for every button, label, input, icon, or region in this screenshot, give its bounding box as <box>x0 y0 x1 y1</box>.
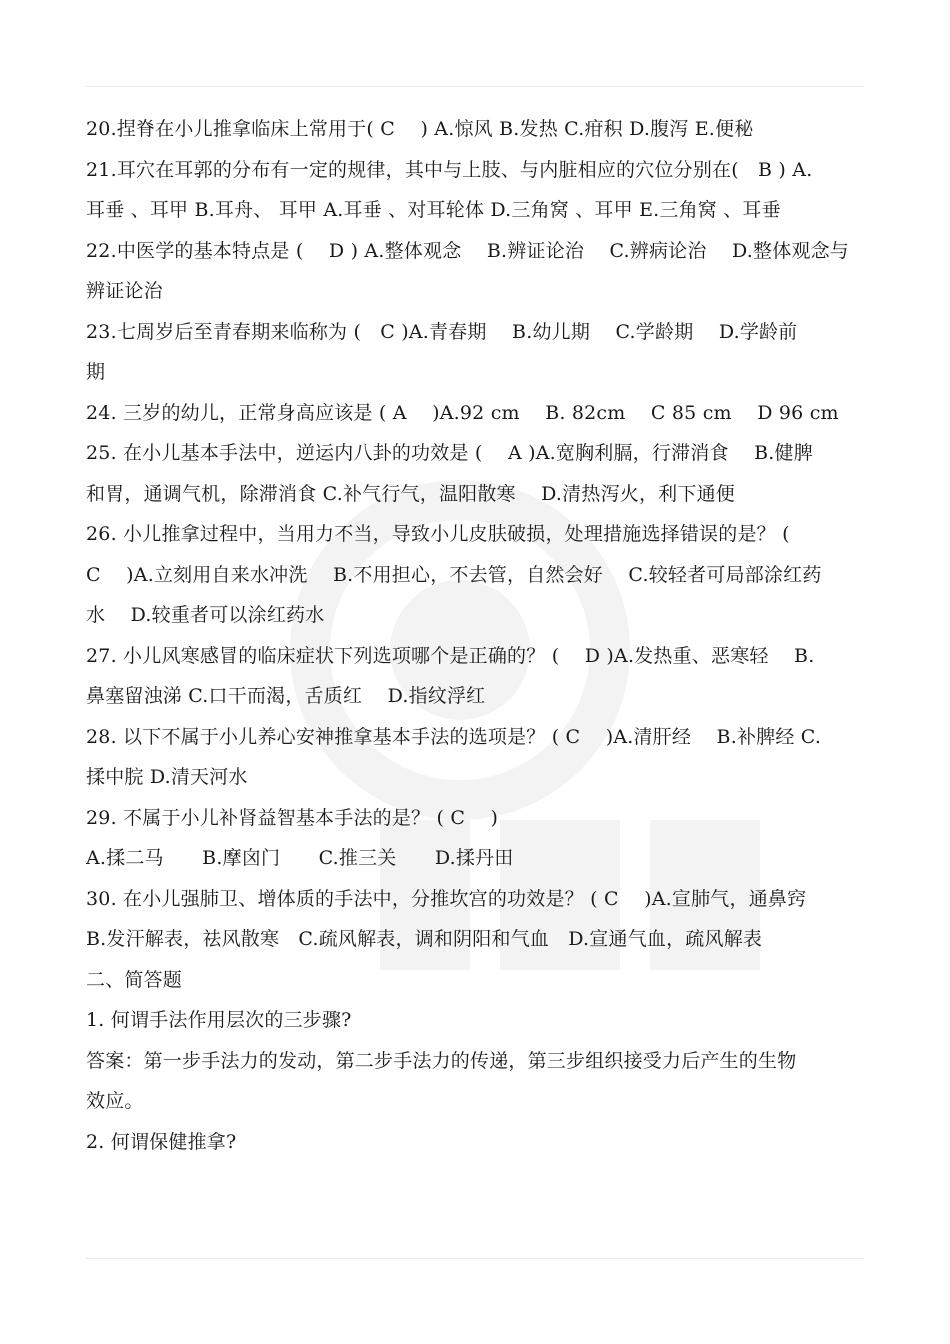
text-line: 25. 在小儿基本手法中，逆运内八卦的功效是 ( A )A.宽胸利膈，行滞消食 B.健脾 <box>86 442 813 464</box>
text-line: 和胃，通调气机，除滞消食 C.补气行气，温阳散寒 D.清热泻火，利下通便 <box>86 482 735 505</box>
text-line: B.发汗解表，祛风散寒 C.疏风解表，调和阴阳和气血 D.宣通气血，疏风解表 <box>86 928 763 950</box>
text-line: 辨证论治 <box>86 280 163 302</box>
text-line: 2. 何谓保健推拿? <box>86 1130 237 1153</box>
text-line: 21.耳穴在耳郭的分布有一定的规律，其中与上肢、与内脏相应的穴位分别在( B ) A. <box>86 158 813 181</box>
text-line: 水 D.较重者可以涂红药水 <box>86 604 325 626</box>
text-line: 耳垂 、耳甲 B.耳舟、 耳甲 A.耳垂 、对耳轮体 D.三角窝 、耳甲 E.三角窝 、耳垂 <box>86 199 781 221</box>
text-line: 28. 以下不属于小儿养心安神推拿基本手法的选项是？ ( C )A.清肝经 B.补脾经 C. <box>86 725 822 748</box>
section-heading: 二、简答题 <box>86 968 183 991</box>
header-rule <box>86 86 864 87</box>
text-line: 26. 小儿推拿过程中，当用力不当，导致小儿皮肤破损，处理措施选择错误的是？ ( <box>86 523 790 545</box>
text-line: 24. 三岁的幼儿，正常身高应该是 ( A )A.92 cm B. 82cm C 85 cm D 96 cm <box>86 401 839 424</box>
text-line: 揉中脘 D.清天河水 <box>86 766 248 788</box>
question-text <box>86 109 866 1162</box>
footer-rule <box>86 1258 864 1259</box>
text-line: 答案：第一步手法力的发动，第二步手法力的传递，第三步组织接受力后产生的生物 <box>86 1049 797 1072</box>
text-line: 27. 小儿风寒感冒的临床症状下列选项哪个是正确的？ ( D )A.发热重、恶寒轻 B. <box>86 644 815 667</box>
text-line: 期 <box>86 361 106 383</box>
text-line: C )A.立刻用自来水冲洗 B.不用担心，不去管，自然会好 C.较轻者可局部涂红药 <box>86 563 822 586</box>
text-line: 1. 何谓手法作用层次的三步骤? <box>86 1009 352 1031</box>
text-line: 20.捏脊在小儿推拿临床上常用于( C ) A.惊风 B.发热 C.疳积 D.腹泻 E.便秘 <box>86 118 754 140</box>
text-line: 鼻塞留浊涕 C.口干而渴，舌质红 D.指纹浮红 <box>86 685 486 707</box>
text-line: 29. 不属于小儿补肾益智基本手法的是？ ( C ) <box>86 806 499 829</box>
text-line: 22.中医学的基本特点是 ( D ) A.整体观念 B.辨证论治 C.辨病论治 D.整体观念与 <box>86 239 850 262</box>
text-line: 30. 在小儿强肺卫、增体质的手法中，分推坎宫的功效是？ ( C )A.宣肺气，通鼻窍 <box>86 887 807 910</box>
text-line: 效应。 <box>86 1090 144 1112</box>
text-line: A.揉二马 B.摩囟门 C.推三关 D.揉丹田 <box>86 847 514 869</box>
text-line: 23.七周岁后至青春期来临称为 ( C )A.青春期 B.幼儿期 C.学龄期 D.学龄前 <box>86 320 798 343</box>
